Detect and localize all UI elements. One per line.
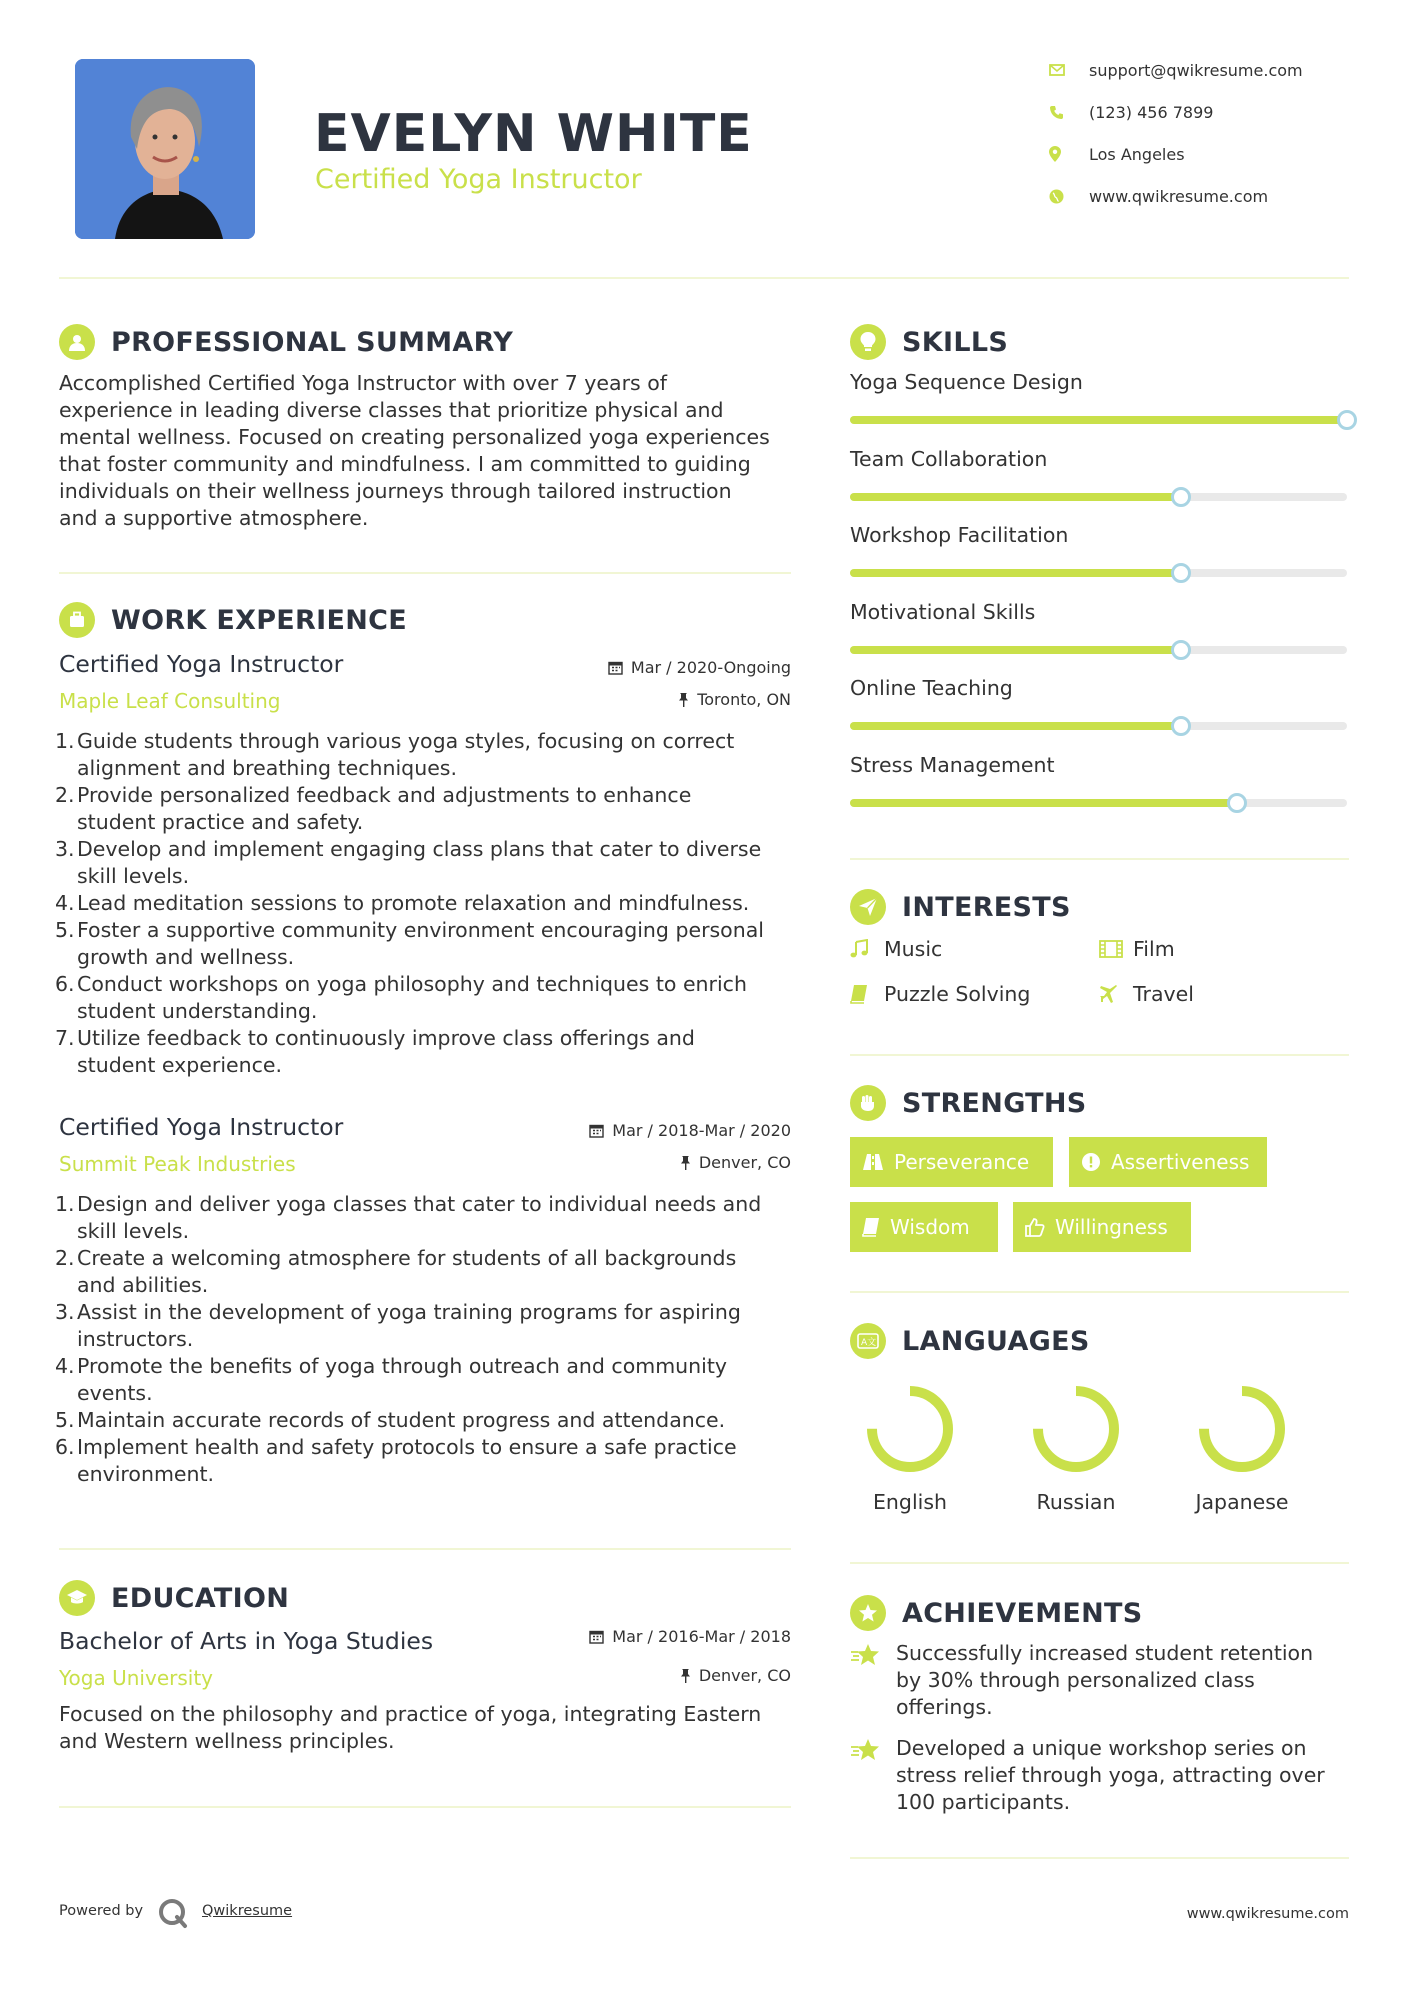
education-description: Focused on the philosophy and practice of yoga, integrating Eastern and Western wellness principles. <box>59 1702 762 1753</box>
interests-heading: INTERESTS <box>850 889 1071 925</box>
section-divider <box>850 1562 1349 1564</box>
graduation-cap-icon <box>59 1580 95 1616</box>
job-dates: Mar / 2018-Mar / 2020 <box>491 1121 791 1140</box>
list-item: 3. Assist in the development of yoga training programs for aspiring instructors. <box>55 1300 741 1351</box>
skill-name: Online Teaching <box>850 676 1013 700</box>
summary-line: that foster community and mindfulness. I am committed to guiding <box>59 452 751 476</box>
strength-tag: Assertiveness <box>1069 1137 1267 1187</box>
strengths-heading: STRENGTHS <box>850 1085 1087 1121</box>
section-divider <box>850 1291 1349 1293</box>
skill-bar <box>850 569 1347 577</box>
list-item: 7. Utilize feedback to continuously improve class offerings and student experience. <box>55 1026 695 1077</box>
strength-tag: Perseverance <box>850 1137 1053 1187</box>
language-ring <box>1026 1379 1126 1483</box>
job-duties-list <box>55 1191 799 1488</box>
skill-bar-fill <box>850 416 1347 424</box>
skill-name: Motivational Skills <box>850 599 1036 624</box>
fist-icon <box>850 1085 886 1121</box>
powered-by-label: Powered by <box>59 1903 144 1919</box>
job-company: Summit Peak Industries <box>59 1152 296 1176</box>
summary-line: mental wellness. Focused on creating personalized yoga experiences <box>59 425 770 449</box>
skill-bar-fill <box>850 722 1181 730</box>
location-icon <box>1049 146 1089 162</box>
summary-line: individuals on their wellness journeys through tailored instruction <box>59 479 732 503</box>
book-icon <box>862 1217 880 1237</box>
contact-location-text: Los Angeles <box>1089 144 1185 164</box>
contact-phone-text: (123) 456 7899 <box>1089 102 1214 122</box>
list-item: 1. Design and deliver yoga classes that cater to individual needs and skill levels. <box>55 1192 762 1243</box>
summary-text <box>59 370 799 532</box>
job-duties-list <box>55 728 799 1079</box>
film-icon <box>1099 940 1133 958</box>
language-name: English <box>872 1490 948 1514</box>
exclamation-icon <box>1081 1152 1101 1172</box>
skill-level-knob <box>1337 410 1357 430</box>
star-icon <box>850 1640 896 1721</box>
job-location: Toronto, ON <box>491 690 791 709</box>
skill-bar <box>850 722 1347 730</box>
interest-item: Puzzle Solving <box>850 979 1030 1009</box>
user-icon <box>59 324 95 360</box>
road-icon <box>862 1153 884 1171</box>
section-divider <box>850 1054 1349 1056</box>
summary-heading: PROFESSIONAL SUMMARY <box>59 324 513 360</box>
strength-tag: Wisdom <box>850 1202 998 1252</box>
language-level-arc <box>872 1391 948 1467</box>
contact-website-text: www.qwikresume.com <box>1089 186 1269 206</box>
section-divider <box>59 1806 791 1808</box>
skill-level-knob <box>1171 716 1191 736</box>
language-ring <box>1192 1379 1292 1483</box>
list-item: 5. Foster a supportive community environment encouraging personal growth and wellness. <box>55 918 764 969</box>
list-item: 3. Develop and implement engaging class plans that cater to diverse skill levels. <box>55 837 762 888</box>
summary-line: Accomplished Certified Yoga Instructor with over 7 years of <box>59 371 667 395</box>
briefcase-icon <box>59 602 95 638</box>
contact-phone[interactable] <box>1049 97 1349 127</box>
music-note-icon <box>850 939 884 959</box>
achievement-item: Successfully increased student retention by 30% through personalized class offerings. <box>850 1640 1350 1721</box>
calendar-icon <box>589 1629 604 1644</box>
book-icon <box>850 984 884 1004</box>
email-icon <box>1049 64 1089 76</box>
school-name: Yoga University <box>59 1666 213 1690</box>
globe-icon <box>1049 189 1089 204</box>
achievements-heading: ACHIEVEMENTS <box>850 1595 1143 1631</box>
section-divider <box>59 1548 791 1550</box>
skill-level-knob <box>1171 487 1191 507</box>
phone-icon <box>1049 105 1089 120</box>
language-ring <box>860 1379 960 1483</box>
interest-item: Film <box>1099 934 1175 964</box>
skill-name: Team Collaboration <box>850 446 1048 471</box>
section-divider <box>850 1857 1349 1859</box>
skill-name: Workshop Facilitation <box>850 523 1069 547</box>
candidate-title: Certified Yoga Instructor <box>315 164 642 195</box>
candidate-name: EVELYN WHITE <box>314 104 753 164</box>
skill-bar <box>850 646 1347 654</box>
skill-bar-fill <box>850 646 1181 654</box>
experience-heading: WORK EXPERIENCE <box>59 602 407 638</box>
job-company: Maple Leaf Consulting <box>59 689 281 713</box>
contact-location <box>1049 139 1349 169</box>
skill-name: Stress Management <box>850 752 1055 777</box>
skills-heading: SKILLS <box>850 324 1008 360</box>
skill-bar-fill <box>850 799 1237 807</box>
skill-bar <box>850 493 1347 501</box>
summary-line: and a supportive atmosphere. <box>59 506 369 530</box>
job-dates: Mar / 2020-Ongoing <box>491 658 791 677</box>
language-name: Russian <box>1036 1490 1116 1514</box>
languages-heading: A文 LANGUAGES <box>850 1323 1090 1359</box>
contact-website[interactable] <box>1049 181 1349 211</box>
pin-icon <box>678 692 689 707</box>
lightbulb-icon <box>850 324 886 360</box>
skill-name: Yoga Sequence Design <box>850 370 1083 394</box>
skill-level-knob <box>1171 563 1191 583</box>
trophy-icon <box>850 1595 886 1631</box>
strength-tag: Willingness <box>1013 1202 1191 1252</box>
calendar-icon <box>608 660 623 675</box>
skill-level-knob <box>1227 793 1247 813</box>
job-title: Certified Yoga Instructor <box>59 650 344 678</box>
language-level-arc <box>1038 1391 1114 1467</box>
skill-bar <box>850 416 1347 424</box>
paper-plane-icon <box>850 889 886 925</box>
list-item: 2. Create a welcoming atmosphere for students of all backgrounds and abilities. <box>55 1246 737 1297</box>
calendar-icon <box>589 1123 604 1138</box>
svg-text:A文: A文 <box>861 1338 877 1348</box>
contact-email[interactable] <box>1049 55 1349 85</box>
pin-icon <box>680 1155 691 1170</box>
list-item: 2. Provide personalized feedback and adjustments to enhance student practice and safety. <box>55 783 692 834</box>
skill-bar-fill <box>850 569 1181 577</box>
section-divider <box>850 858 1349 860</box>
skill-bar <box>850 799 1347 807</box>
education-dates: Mar / 2016-Mar / 2018 <box>491 1627 791 1646</box>
language-name: Japanese <box>1195 1490 1289 1514</box>
summary-line: experience in leading diverse classes that prioritize physical and <box>59 398 724 422</box>
footer-website[interactable]: www.qwikresume.com <box>1186 1906 1349 1922</box>
education-heading: EDUCATION <box>59 1580 289 1616</box>
section-divider <box>59 572 791 574</box>
achievement-item: Developed a unique workshop series on stress relief through yoga, attracting over 100 participants. <box>850 1735 1350 1816</box>
list-item: 4. Lead meditation sessions to promote relaxation and mindfulness. <box>55 891 750 915</box>
education-location: Denver, CO <box>491 1666 791 1685</box>
profile-photo <box>75 59 255 239</box>
job-title: Certified Yoga Instructor <box>59 1113 344 1141</box>
qwikresume-logo-icon <box>157 1897 189 1929</box>
language-level-arc <box>1204 1391 1280 1467</box>
list-item: 5. Maintain accurate records of student progress and attendance. <box>55 1408 726 1432</box>
list-item: 4. Promote the benefits of yoga through outreach and community events. <box>55 1354 728 1405</box>
skill-level-knob <box>1171 640 1191 660</box>
list-item: 1. Guide students through various yoga styles, focusing on correct alignment and breathing techniques. <box>55 729 735 780</box>
qwikresume-link[interactable]: Qwikresume <box>202 1903 293 1919</box>
degree-title: Bachelor of Arts in Yoga Studies <box>59 1627 434 1655</box>
pin-icon <box>680 1668 691 1683</box>
contact-email-text: support@qwikresume.com <box>1089 60 1303 80</box>
star-icon <box>850 1735 896 1816</box>
list-item: 6. Conduct workshops on yoga philosophy and techniques to enrich student understanding. <box>55 972 747 1023</box>
interest-item: Travel <box>1099 979 1194 1009</box>
thumbs-up-icon <box>1025 1217 1045 1237</box>
list-item: 6. Implement health and safety protocols to ensure a safe practice environment. <box>55 1435 737 1486</box>
header-divider <box>59 277 1349 279</box>
skill-bar-fill <box>850 493 1181 501</box>
airplane-icon <box>1099 984 1133 1004</box>
interest-item: Music <box>850 934 942 964</box>
language-icon <box>850 1323 886 1359</box>
job-location: Denver, CO <box>491 1153 791 1172</box>
